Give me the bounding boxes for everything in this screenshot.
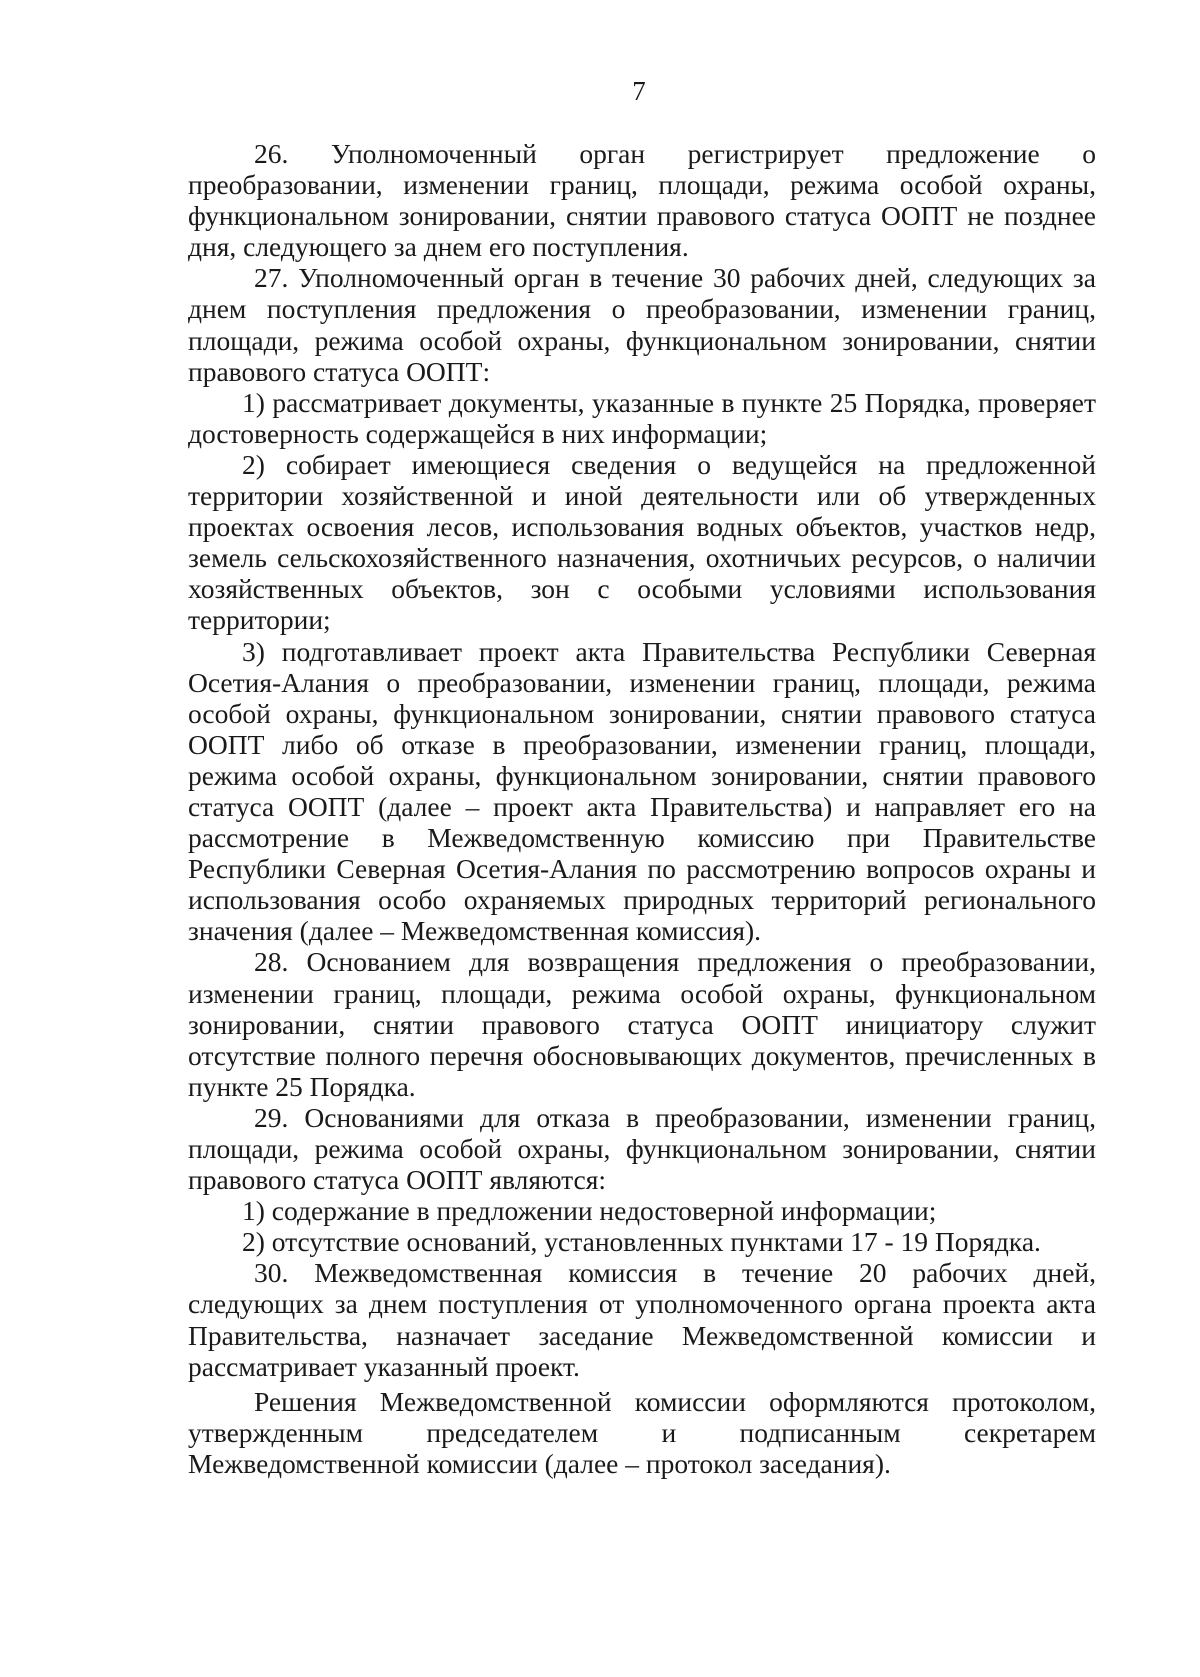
paragraph-30: 30. Межведомственная комиссия в течение 20 рабочих дней, следующих за днем поступления от уполномоченного органа проекта акта Правительства, назначает заседание Межведомственной комиссии и рассматривает указанный проект. (188, 1257, 1096, 1382)
paragraph-26: 26. Уполномоченный орган регистрирует предложение о преобразовании, изменении границ, площади, режима особой охраны, функциональном зонировании, снятии правового статуса ООПТ не позднее дня, следующего за днем его поступления. (188, 138, 1096, 263)
document-body (188, 138, 1096, 1479)
paragraph-decisions: Решения Межведомственной комиссии оформляются протоколом, утвержденным председателем и подписанным секретарем Межведомственной комиссии (далее – протокол заседания). (188, 1385, 1096, 1479)
paragraph-29-item-2: 2) отсутствие оснований, установленных пунктами 17 - 19 Порядка. (242, 1226, 1041, 1258)
paragraph-27: 27. Уполномоченный орган в течение 30 рабочих дней, следующих за днем поступления предложения о преобразовании, изменении границ, площади, режима особой охраны, функциональном зонировании, снятии правового статуса ООПТ: (188, 262, 1096, 387)
paragraph-28: 28. Основанием для возвращения предложения о преобразовании, изменении границ, площади, режима особой охраны, функциональном зонировании, снятии правового статуса ООПТ инициатору служит отсутствие полного перечня обосновывающих документов, пречисленных в пункте 25 Порядка. (188, 946, 1096, 1102)
paragraph-27-item-2: 2) собирает имеющиеся сведения о ведущейся на предложенной территории хозяйственной и иной деятельности или об утвержденных проектах освоения лесов, использования водных объектов, участков недр, земель сельскохозяйственного назначения, охотничьих ресурсов, о наличии хозяйственных объектов, зон с особыми условиями использования территории; (188, 448, 1096, 636)
paragraph-27-item-3: 3) подготавливает проект акта Правительства Республики Северная Осетия-Алания о преобразовании, изменении границ, площади, режима особой охраны, функциональном зонировании, снятии правового статуса ООПТ либо об отказе в преобразовании, изменении границ, площади, режима особой охраны, функциональном зонировании, снятии правового статуса ООПТ (далее – проект акта Правительства) и направляет его на рассмотрение в Межведомственную комиссию при Правительстве Республики Северная Осетия-Алания по рассмотрению вопросов охраны и использования особо охраняемых природных территорий регионального значения (далее – Межведомственная комиссия). (188, 635, 1096, 947)
paragraph-29: 29. Основаниями для отказа в преобразовании, изменении границ, площади, режима особой охраны, функциональном зонировании, снятии правового статуса ООПТ являются: (188, 1101, 1096, 1196)
page-number: 7 (632, 76, 646, 106)
paragraph-29-item-1: 1) содержание в предложении недостоверной информации; (242, 1195, 937, 1227)
paragraph-27-item-1: 1) рассматривает документы, указанные в пункте 25 Порядка, проверяет достоверность содержащейся в них информации; (188, 386, 1096, 449)
